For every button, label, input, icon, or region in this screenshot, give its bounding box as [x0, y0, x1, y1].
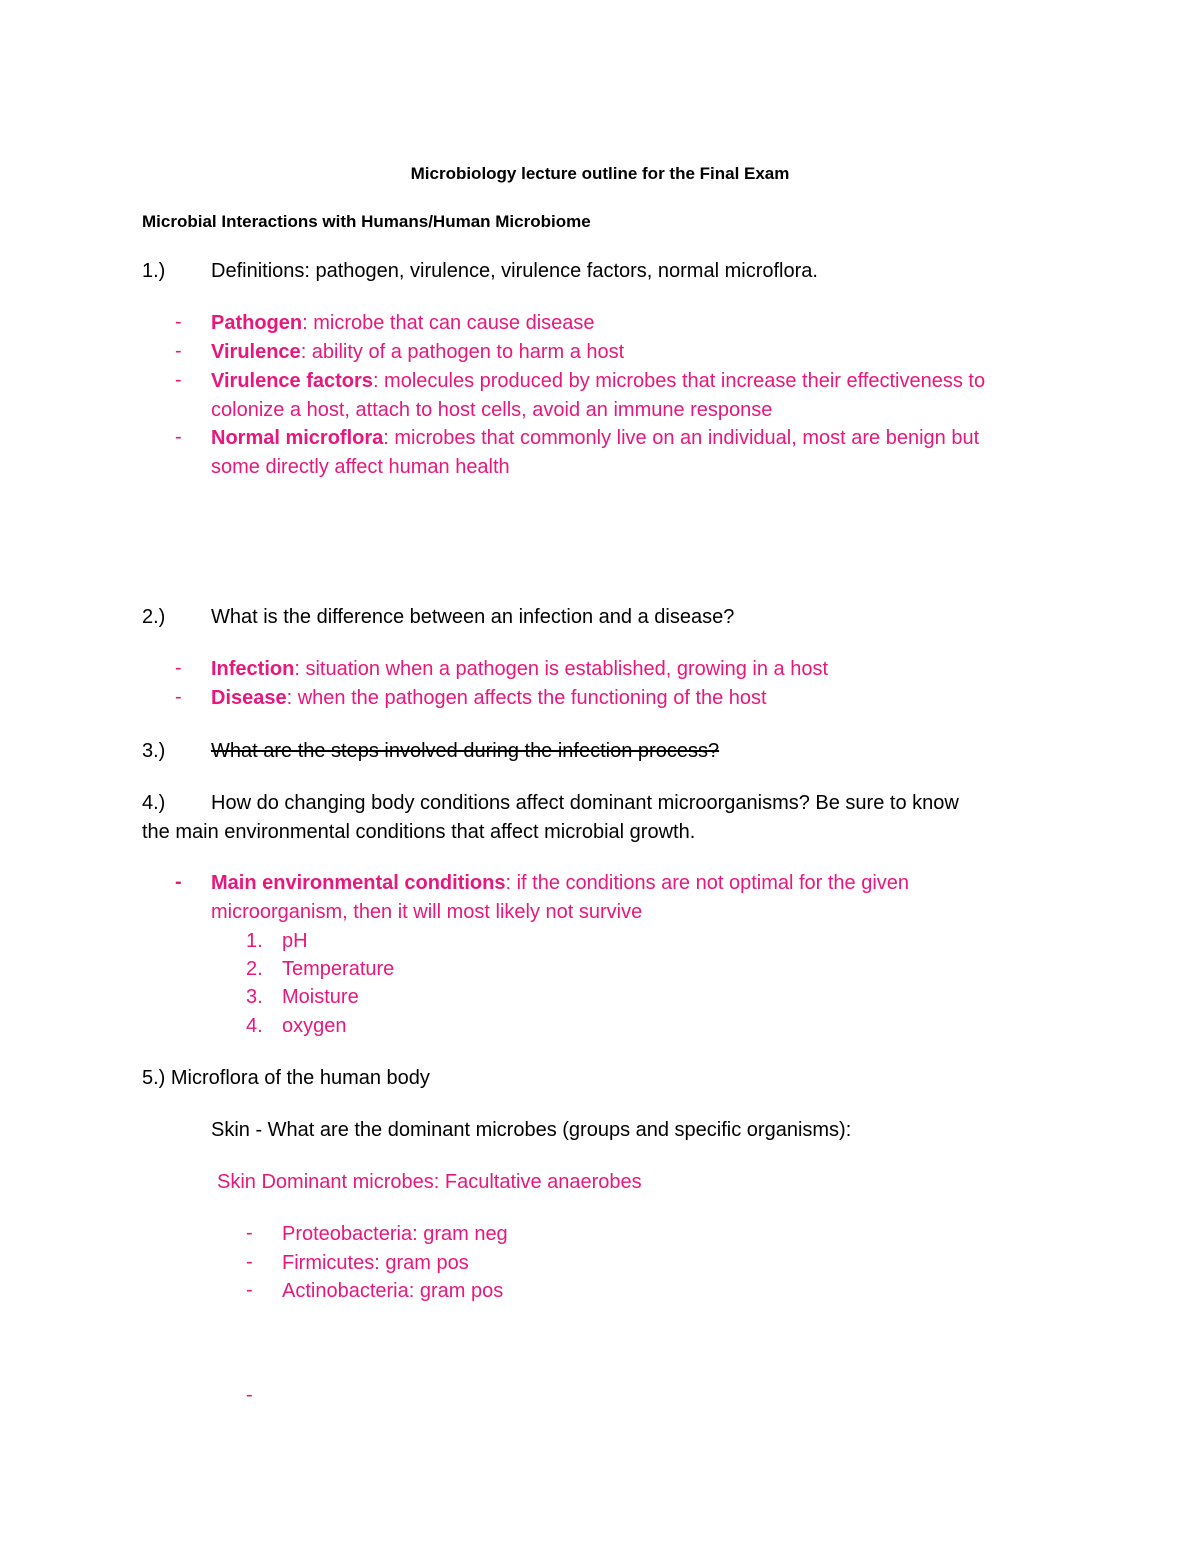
- list-number: 4.: [246, 1015, 263, 1037]
- definition-pathogen: Pathogen: microbe that can cause disease: [211, 312, 595, 334]
- question-5-text: 5.) Microflora of the human body: [142, 1067, 430, 1089]
- definition-normal-microflora: Normal microflora: microbes that commonly live on an individual, most are benign but: [211, 427, 980, 449]
- definition-disease: Disease: when the pathogen affects the functioning of the host: [211, 687, 767, 709]
- definition-infection: Infection: situation when a pathogen is established, growing in a host: [211, 658, 829, 680]
- bullet-dash: -: [246, 1222, 253, 1244]
- section-heading: Microbial Interactions with Humans/Human Microbiome: [142, 212, 591, 231]
- bullet-dash: -: [175, 871, 182, 893]
- microbe-proteobacteria: Proteobacteria: gram neg: [282, 1223, 508, 1245]
- microbe-firmicutes: Firmicutes: gram pos: [282, 1252, 469, 1274]
- bullet-dash: -: [175, 311, 182, 333]
- definition-virulence-factors-cont: colonize a host, attach to host cells, avoid an immune response: [211, 399, 773, 421]
- bullet-dash: -: [175, 657, 182, 679]
- bullet-dash: -: [246, 1279, 253, 1301]
- question-4-text: How do changing body conditions affect dominant microorganisms? Be sure to know: [211, 792, 959, 814]
- skin-answer: Skin Dominant microbes: Facultative anaerobes: [217, 1171, 642, 1193]
- question-2-number: 2.): [142, 606, 166, 628]
- question-1-text: Definitions: pathogen, virulence, virulence factors, normal microflora.: [211, 260, 818, 282]
- list-item-moisture: Moisture: [282, 986, 359, 1008]
- question-3-struck: 3.) What are the steps involved during the infection process?: [142, 740, 720, 762]
- bullet-dash: -: [175, 426, 182, 448]
- list-number: 1.: [246, 930, 263, 952]
- list-number: 3.: [246, 986, 263, 1008]
- bullet-dash: -: [175, 340, 182, 362]
- skin-question: Skin - What are the dominant microbes (groups and specific organisms):: [211, 1119, 852, 1141]
- question-1-number: 1.): [142, 260, 166, 282]
- microbe-actinobacteria: Actinobacteria: gram pos: [282, 1280, 504, 1302]
- bullet-dash: -: [175, 686, 182, 708]
- definition-virulence: Virulence: ability of a pathogen to harm a host: [211, 341, 625, 363]
- list-item-ph: pH: [282, 930, 308, 952]
- bullet-dash: -: [246, 1251, 253, 1273]
- list-item-temperature: Temperature: [282, 958, 395, 980]
- bullet-dash-empty: -: [246, 1384, 253, 1406]
- question-2-text: What is the difference between an infection and a disease?: [211, 606, 735, 628]
- list-item-oxygen: oxygen: [282, 1015, 347, 1037]
- question-4-text-cont: the main environmental conditions that affect microbial growth.: [142, 821, 696, 843]
- definition-normal-microflora-cont: some directly affect human health: [211, 456, 510, 478]
- bullet-dash: -: [175, 369, 182, 391]
- list-number: 2.: [246, 958, 263, 980]
- question-4-number: 4.): [142, 792, 166, 814]
- definition-main-environmental-conditions-cont: microorganism, then it will most likely not survive: [211, 901, 643, 923]
- document-title: Microbiology lecture outline for the Final Exam: [410, 164, 790, 183]
- definition-main-environmental-conditions: Main environmental conditions: if the conditions are not optimal for the given: [211, 872, 910, 894]
- definition-virulence-factors: Virulence factors: molecules produced by microbes that increase their effectiveness to: [211, 370, 986, 392]
